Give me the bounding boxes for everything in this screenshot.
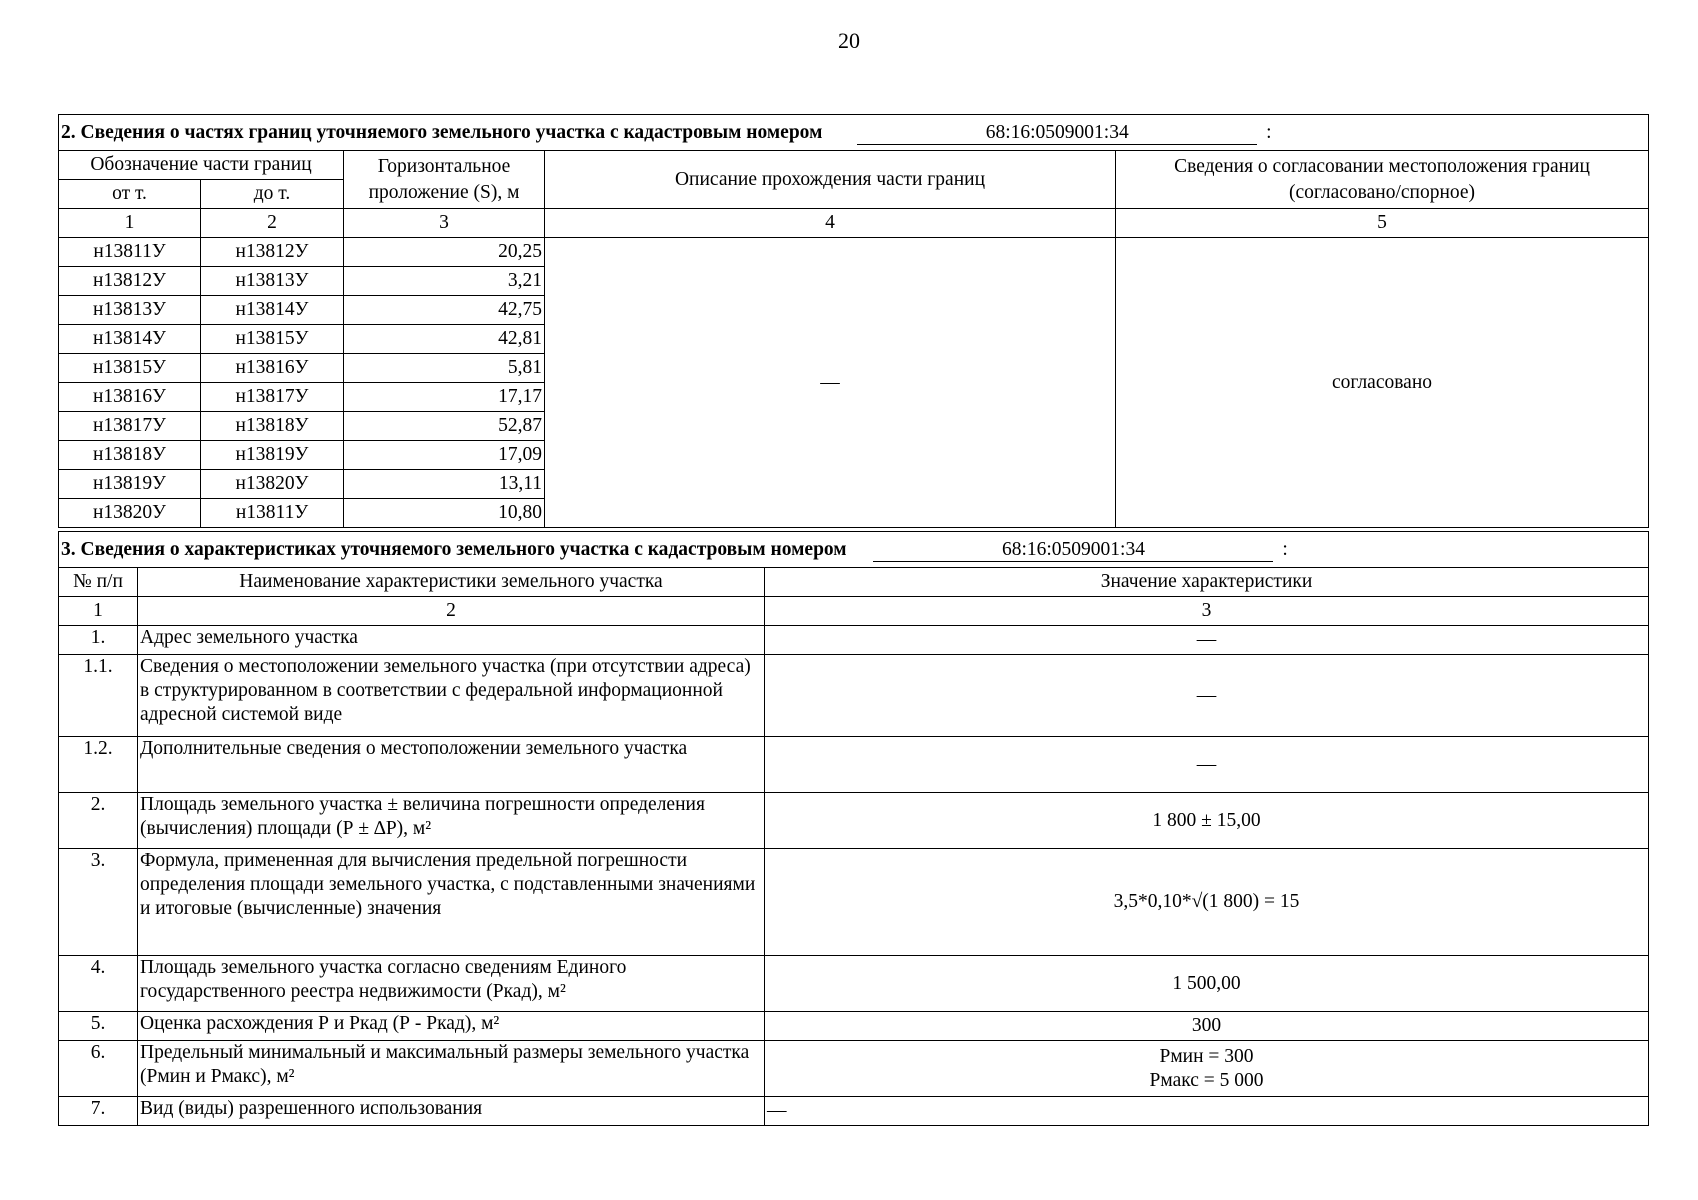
point-to: н13812У xyxy=(201,238,344,267)
characteristic-name: Предельный минимальный и максимальный размеры земельного участка (Рмин и Рмакс), м² xyxy=(138,1041,765,1097)
characteristic-name: Сведения о местоположении земельного участка (при отсутствии адреса) в структурированном в соответствии с федеральной информационной адресной системой виде xyxy=(138,655,765,737)
horizontal-distance: 17,17 xyxy=(344,383,545,412)
section2-title: 2. Сведения о частях границ уточняемого земельного участка с кадастровым номером xyxy=(61,121,823,143)
col-number: 5 xyxy=(1116,209,1649,238)
characteristics-table xyxy=(58,531,1649,1126)
horizontal-distance: 3,21 xyxy=(344,267,545,296)
characteristic-name: Площадь земельного участка ± величина погрешности определения (вычисления) площади (Р ± ∆Р), м² xyxy=(138,793,765,849)
page-number: 20 xyxy=(838,28,860,53)
point-from: н13812У xyxy=(59,267,201,296)
point-to: н13815У xyxy=(201,325,344,354)
header-horizontal: Горизонтальное проложение (S), м xyxy=(344,151,545,209)
characteristic-name: Дополнительные сведения о местоположении земельного участка xyxy=(138,737,765,793)
header-from: от т. xyxy=(59,180,201,209)
col-number: 3 xyxy=(344,209,545,238)
characteristic-value: 1 500,00 xyxy=(765,956,1649,1012)
characteristic-value: 1 800 ± 15,00 xyxy=(765,793,1649,849)
header-name: Наименование характеристики земельного участка xyxy=(138,568,765,597)
point-to: н13820У xyxy=(201,470,344,499)
row-number: 1. xyxy=(59,626,138,655)
row-number: 3. xyxy=(59,849,138,956)
characteristic-value: 3,5*0,10*√(1 800) = 15 xyxy=(765,849,1649,956)
table-row xyxy=(59,1097,1649,1126)
point-to: н13811У xyxy=(201,499,344,528)
horizontal-distance: 42,81 xyxy=(344,325,545,354)
horizontal-distance: 5,81 xyxy=(344,354,545,383)
row-number: 5. xyxy=(59,1012,138,1041)
row-number: 1.1. xyxy=(59,655,138,737)
col-number: 2 xyxy=(201,209,344,238)
characteristic-name: Адрес земельного участка xyxy=(138,626,765,655)
col-number: 4 xyxy=(545,209,1116,238)
table-row xyxy=(59,655,1649,737)
characteristic-name: Оценка расхождения Р и Ркад (Р - Ркад), м² xyxy=(138,1012,765,1041)
col-number: 2 xyxy=(138,597,765,626)
row-number: 6. xyxy=(59,1041,138,1097)
horizontal-distance: 52,87 xyxy=(344,412,545,441)
table-row xyxy=(59,1041,1649,1097)
section3-suffix: : xyxy=(1282,538,1288,560)
section2-suffix: : xyxy=(1266,121,1272,143)
table-row xyxy=(59,849,1649,956)
point-from: н13815У xyxy=(59,354,201,383)
characteristic-value-min: Рмин = 300 xyxy=(1159,1045,1254,1067)
section3-title: 3. Сведения о характеристиках уточняемого земельного участка с кадастровым номером xyxy=(61,538,847,560)
header-num: № п/п xyxy=(59,568,138,597)
point-to: н13816У xyxy=(201,354,344,383)
characteristic-value: — xyxy=(765,626,1649,655)
description-value: — xyxy=(545,238,1116,528)
point-from: н13816У xyxy=(59,383,201,412)
characteristic-name: Площадь земельного участка согласно сведениям Единого государственного реестра недвижимости (Ркад), м² xyxy=(138,956,765,1012)
col-number: 1 xyxy=(59,597,138,626)
characteristic-name: Вид (виды) разрешенного использования xyxy=(138,1097,765,1126)
point-from: н13814У xyxy=(59,325,201,354)
boundary-parts-table xyxy=(58,114,1649,528)
col-number: 1 xyxy=(59,209,201,238)
table-row xyxy=(59,626,1649,655)
header-designation: Обозначение части границ xyxy=(59,151,344,180)
header-description: Описание прохождения части границ xyxy=(545,151,1116,209)
horizontal-distance: 10,80 xyxy=(344,499,545,528)
characteristic-value-cell xyxy=(765,1041,1649,1097)
row-number: 4. xyxy=(59,956,138,1012)
point-from: н13817У xyxy=(59,412,201,441)
characteristic-value: 300 xyxy=(765,1012,1649,1041)
characteristic-value: — xyxy=(765,655,1649,737)
agreement-value: согласовано xyxy=(1116,238,1649,528)
point-to: н13819У xyxy=(201,441,344,470)
horizontal-distance: 13,11 xyxy=(344,470,545,499)
table-row xyxy=(59,956,1649,1012)
point-from: н13813У xyxy=(59,296,201,325)
row-number: 1.2. xyxy=(59,737,138,793)
horizontal-distance: 42,75 xyxy=(344,296,545,325)
table-row xyxy=(59,1012,1649,1041)
horizontal-distance: 20,25 xyxy=(344,238,545,267)
header-agreement: Сведения о согласовании местоположения границ (согласовано/спорное) xyxy=(1116,151,1649,209)
section3-title-cell xyxy=(59,532,1649,568)
characteristic-name: Формула, примененная для вычисления предельной погрешности определения площади земельного участка, с подставленными значениями и итоговые (вычисленные) значения xyxy=(138,849,765,956)
point-to: н13814У xyxy=(201,296,344,325)
characteristic-value: — xyxy=(765,737,1649,793)
characteristic-value-max: Рмакс = 5 000 xyxy=(1149,1069,1264,1091)
point-to: н13813У xyxy=(201,267,344,296)
section3-cadastral-number: 68:16:0509001:34 xyxy=(873,539,1273,562)
table-row xyxy=(59,793,1649,849)
point-to: н13817У xyxy=(201,383,344,412)
table-row xyxy=(59,737,1649,793)
row-number: 2. xyxy=(59,793,138,849)
horizontal-distance: 17,09 xyxy=(344,441,545,470)
point-from: н13818У xyxy=(59,441,201,470)
point-from: н13820У xyxy=(59,499,201,528)
point-to: н13818У xyxy=(201,412,344,441)
characteristic-value: — xyxy=(765,1097,1649,1126)
section2-title-cell xyxy=(59,115,1649,151)
table-row xyxy=(59,238,1649,267)
section2-cadastral-number: 68:16:0509001:34 xyxy=(857,122,1257,145)
header-value: Значение характеристики xyxy=(765,568,1649,597)
col-number: 3 xyxy=(765,597,1649,626)
header-to: до т. xyxy=(201,180,344,209)
row-number: 7. xyxy=(59,1097,138,1126)
point-from: н13819У xyxy=(59,470,201,499)
point-from: н13811У xyxy=(59,238,201,267)
